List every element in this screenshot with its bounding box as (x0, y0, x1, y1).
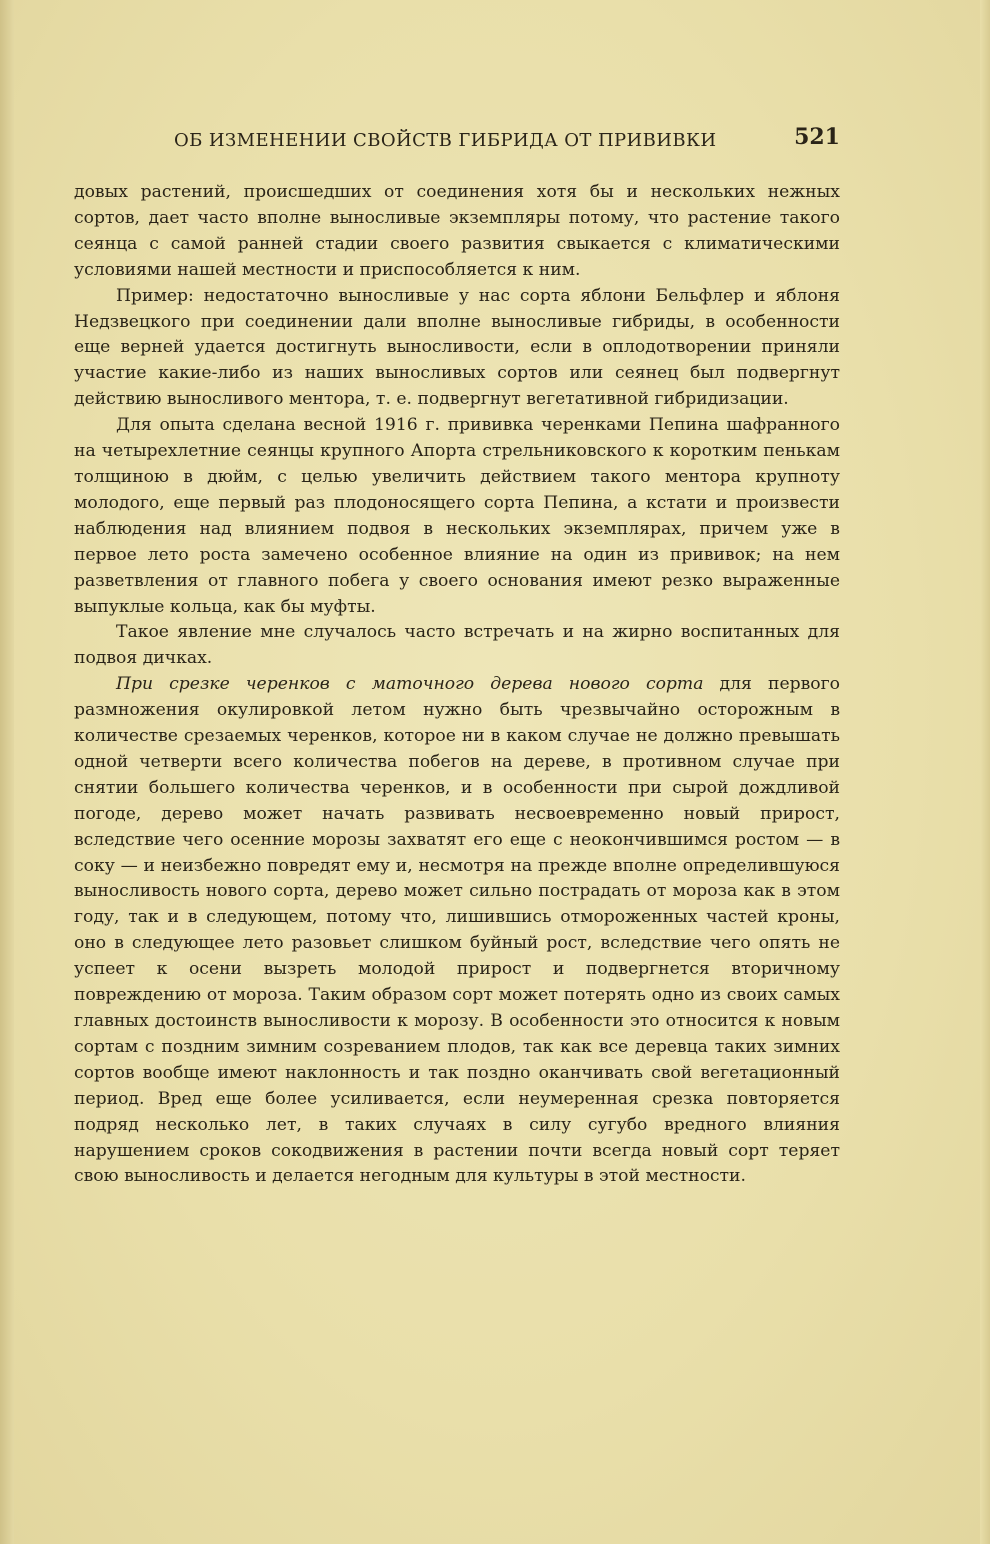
paragraph-observation: Такое явление мне случалось часто встречать и на жирно воспитанных для подвоя дичках. (74, 622, 840, 669)
paragraph-cuttings-text: для первого размножения окулировкой летом нужно быть чрезвычайно осторожным в количестве срезаемых черенков, которое ни в каком случае не должно превышать одной четверти всего количества побегов на дереве, в противном случае при снятии большего количества черенков, и в особенности при сырой дождливой погоде, дерево может начать развивать несвоевременно новый прирост, вследствие чего осенние морозы захватят его еще с неокончившимся ростом — в соку — и неизбежно повредят ему и, несмотря на прежде вполне определившуюся выносливость нового сорта, дерево может сильно пострадать от мороза как в этом году, так и в следующем, потому что, лишившись отмороженных частей кроны, оно в следующее лето разовьет слишком буйный рост, вследствие чего опять не успеет к осени вызреть молодой прирост и подвергнется вторичному повреждению от мороза. Таким образом сорт может потерять одно из своих самых главных достоинств выносливости к морозу. В особенности это относится к новым сортам с поздним зимним созреванием плодов, так как все деревца таких зимних сортов вообще имеют наклонность и так поздно оканчивать свой вегетационный период. Вред еще более усиливается, если неумеренная срезка повторяется подряд несколько лет, в таких случаях в силу сугубо вредного влияния нарушением сроков сокодвижения в растении почти всегда новый сорт теряет свою выносливость и делается негодным для культуры в этой местности. (74, 674, 840, 1187)
page-header (74, 124, 840, 158)
paragraph-example: Пример: недостаточно выносливые у нас сорта яблони Бельфлер и яблоня Недзвецкого при соединении дали вполне выносливые гибриды, в особенности еще верней удается достигнуть выносливости, если в оплодотворении приняли участие какие-либо из наших выносливых сортов или сеянец был подвергнут действию выносливого ментора, т. е. подвергнут вегетативной гибридизации. (74, 285, 840, 410)
page-left-edge (0, 0, 14, 1544)
paragraph-continuation: довых растений, происшедших от соединения хотя бы и нескольких нежных сортов, дает часто вполне выносливые экземпляры потому, что растение такого сеянца с самой ранней стадии своего развития свыкается с климатическими условиями нашей местности и приспособляется к ним. (74, 182, 840, 280)
page-number: 521 (794, 124, 840, 150)
italic-emphasis: При срезке черенков с маточного дерева нового сорта (116, 674, 704, 695)
running-head: ОБ ИЗМЕНЕНИИ СВОЙСТВ ГИБРИДА ОТ ПРИВИВКИ (174, 130, 717, 151)
paragraph-experiment: Для опыта сделана весной 1916 г. прививка черенками Пепина шафранного на четырехлетние сеянцы крупного Апорта стрельниковского к коротким пенькам толщиною в дюйм, с целью увеличить действием такого ментора крупноту молодого, еще первый раз плодоносящего сорта Пепина, а кстати и произвести наблюдения над влиянием подвоя в нескольких экземплярах, причем уже в первое лето роста замечено особенное влияние на один из прививок; на нем разветвления от главного побега у своего основания имеют резко выраженные выпуклые кольца, как бы муфты. (74, 415, 840, 617)
body-text (74, 180, 840, 1190)
paragraph-cuttings (74, 672, 840, 1190)
page-right-edge (980, 0, 990, 1544)
